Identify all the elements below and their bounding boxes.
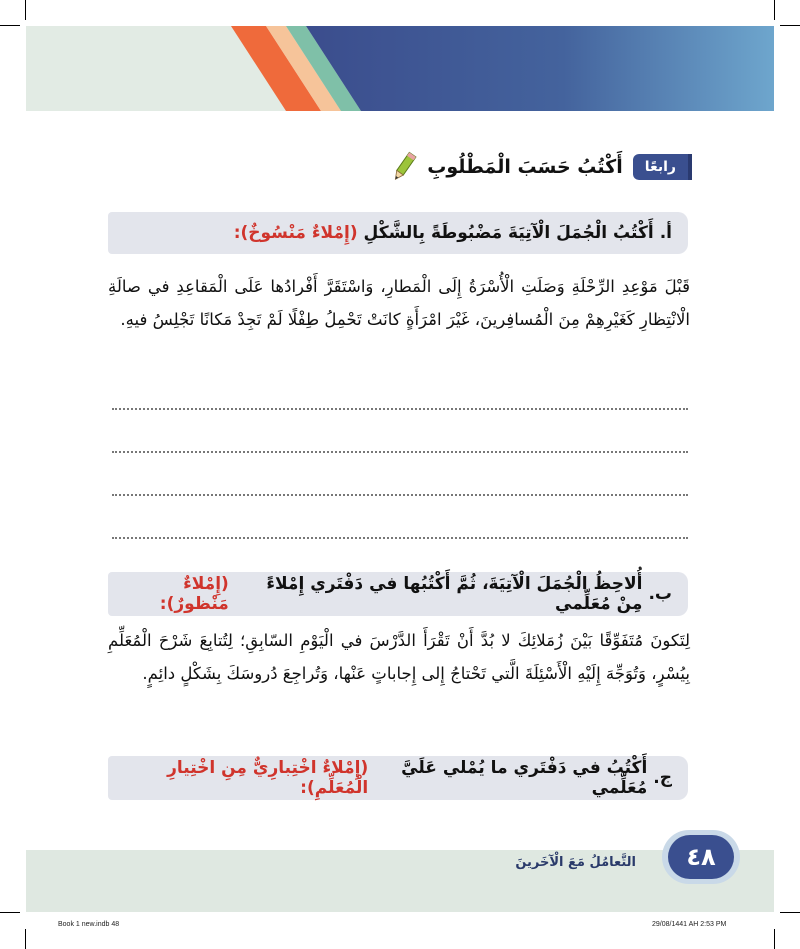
exercise-c-instruction [108, 756, 688, 800]
section-heading [391, 147, 692, 187]
crop-mark [0, 912, 20, 913]
crop-mark [25, 929, 26, 949]
exercise-a-type: (إِمْلاءٌ مَنْسُوخٌ): [233, 223, 358, 243]
page-header-band [26, 26, 774, 111]
writing-line[interactable] [112, 451, 688, 453]
exercise-a-instruction [108, 212, 688, 254]
exercise-b-instruction [108, 572, 688, 616]
writing-line[interactable] [112, 537, 688, 539]
exercise-b-letter: ب. [648, 584, 672, 604]
crop-mark [0, 25, 20, 26]
writing-line[interactable] [112, 494, 688, 496]
crop-mark [780, 25, 800, 26]
exercise-a-instruction-text: أَكْتُبُ الْجُمَلَ الْآتِيَةَ مَضْبُوطَةً بِالشَّكْلِ [363, 223, 654, 243]
crop-mark [780, 912, 800, 913]
section-title: أَكْتُبُ حَسَبَ الْمَطْلُوبِ [427, 156, 623, 178]
exercise-c-letter: ج. [653, 768, 672, 788]
crop-mark [774, 929, 775, 949]
section-badge: رابعًا [633, 154, 692, 180]
crop-mark [774, 0, 775, 20]
file-info: Book 1 new.indb 48 [58, 921, 120, 928]
writing-line[interactable] [112, 408, 688, 410]
exercise-b-type: (إِمْلاءٌ مَنْظورٌ): [159, 574, 229, 614]
exercise-c-instruction-text: أَكْتُبُ في دَفْتَري ما يُمْلي عَلَيَّ مُعَلِّمي [401, 758, 648, 798]
exercise-a-letter: أ. [659, 223, 672, 243]
page-number: ٤٨ [668, 835, 734, 879]
pencil-icon [391, 150, 417, 184]
exercise-a-paragraph: قَبْلَ مَوْعِدِ الرِّحْلَةِ وَصَلَتِ الْأُسْرَةُ إِلَى الْمَطارِ، وَاسْتَقَرَّ أَفْرادُها عَلَى الْمَقاعِدِ في صالَةِ الْانْتِظارِ كَغَيْرِهِمْ مِنَ الْمُسافِرينَ، غَيْرَ امْرَأَةٍ كانَتْ تَحْمِلُ طِفْلًا لَمْ تَجِدْ مَكانًا تَجْلِسُ فيهِ. [108, 277, 690, 329]
exercise-c-type: (إِمْلاءٌ اخْتِبارِيٌّ مِنِ اخْتِيارِ الْمُعَلِّمِ): [167, 758, 369, 798]
header-stripes-graphic [26, 26, 774, 111]
unit-title: التَّعامُلُ مَعَ الْآخَرينَ [515, 855, 636, 870]
print-timestamp: 29/08/1441 AH 2:53 PM [652, 921, 727, 928]
exercise-b-instruction-text: أُلاحِظُ الْجُمَلَ الْآتِيَةَ، ثُمَّ أَكْتُبُها في دَفْتَري إِمْلاءً مِنْ مُعَلِّمي [266, 574, 643, 614]
exercise-b-paragraph: لِتَكونَ مُتَفَوِّقًا بَيْنَ زُمَلائِكَ لا بُدَّ أَنْ تَقْرَأَ الدَّرْسَ في الْيَوْمِ السّابِقِ؛ لِتُتابِعَ شَرْحَ الْمُعَلِّمِ بِيُسْرٍ، وَتُوَجِّهَ إِلَيْهِ الْأَسْئِلَةَ الَّتي تَحْتاجُ إِلى إِجاباتٍ عَنْها، وَتُراجِعَ دُروسَكَ بِشَكْلٍ دائِمٍ. [108, 631, 690, 683]
crop-mark [25, 0, 26, 20]
